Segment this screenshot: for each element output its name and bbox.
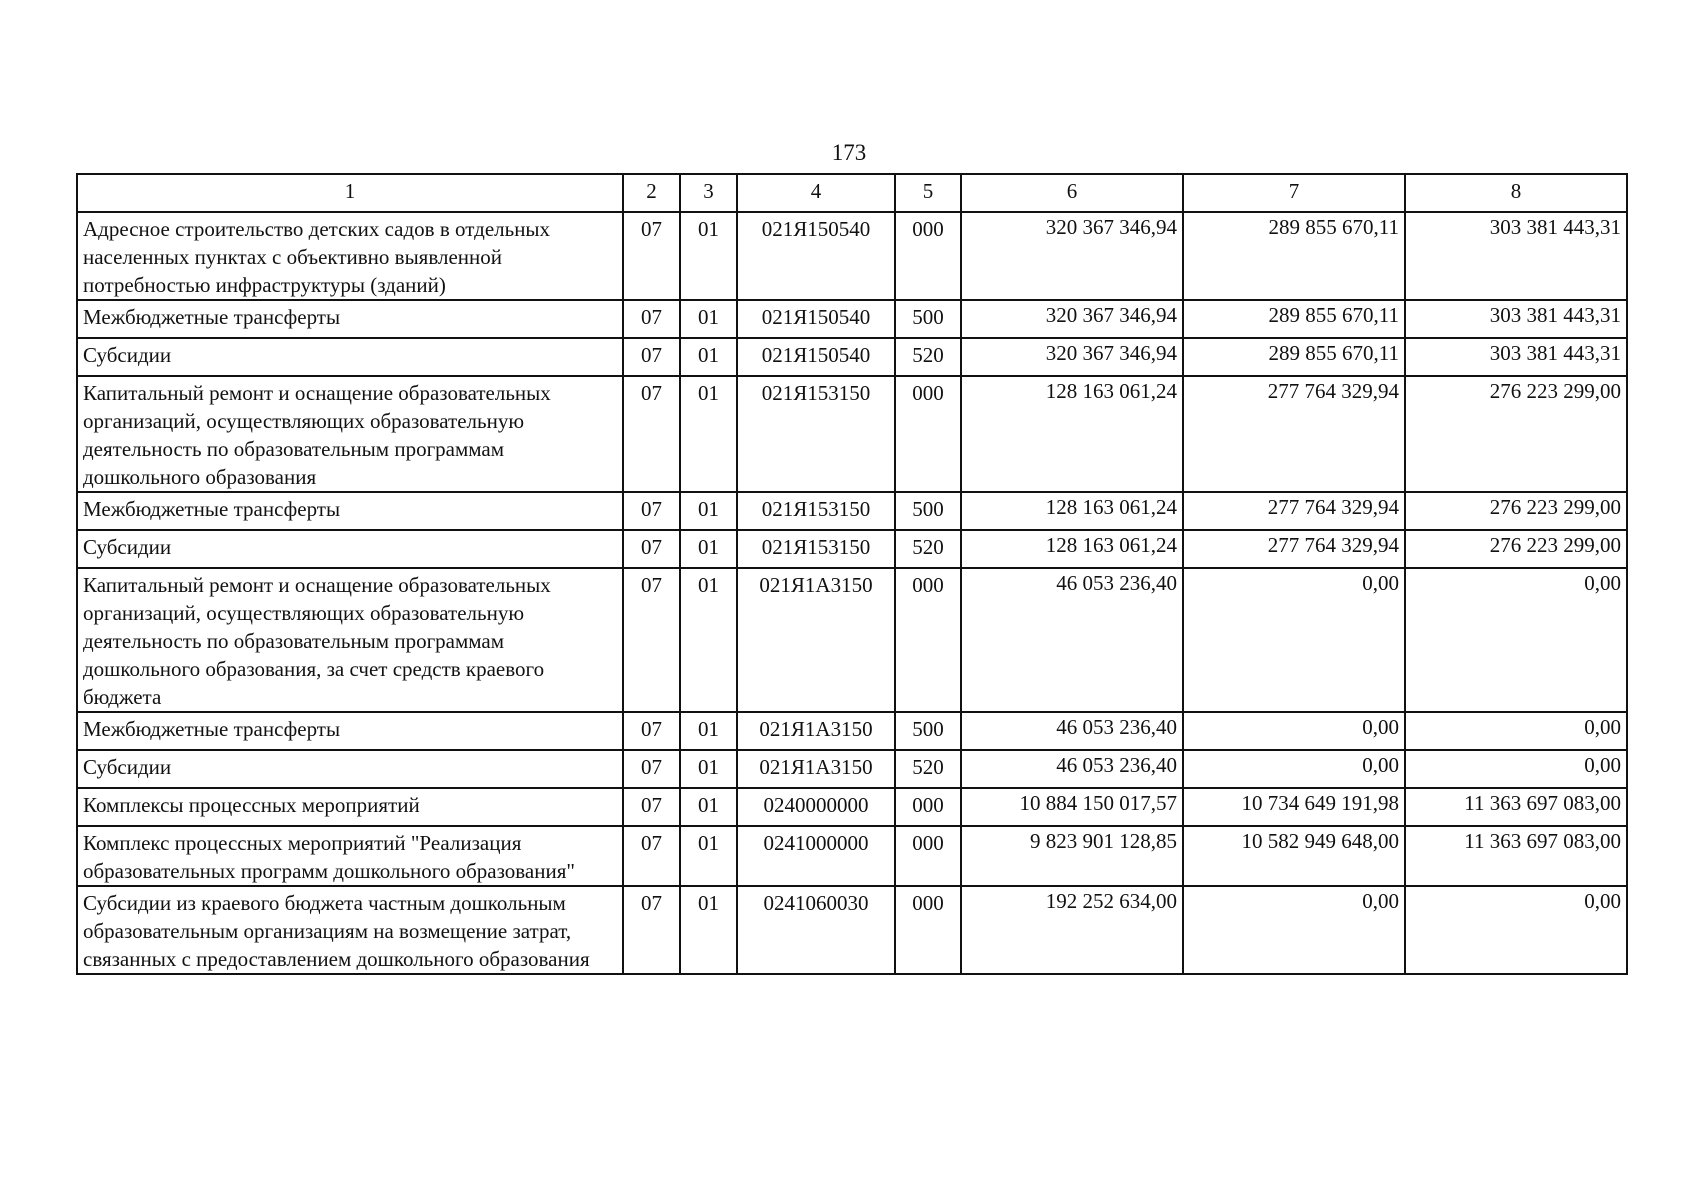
row-name: Адресное строительство детских садов в отдельных населенных пунктах с объективно выявленной потребностью инфраструктуры (зданий) xyxy=(77,212,623,300)
row-amount-6: 46 053 236,40 xyxy=(961,750,1183,788)
row-section: 07 xyxy=(623,376,680,492)
row-amount-7: 0,00 xyxy=(1183,750,1405,788)
row-expense-type: 500 xyxy=(895,492,961,530)
row-amount-6: 320 367 346,94 xyxy=(961,212,1183,300)
row-amount-7: 289 855 670,11 xyxy=(1183,300,1405,338)
row-amount-6: 192 252 634,00 xyxy=(961,886,1183,974)
row-amount-7: 289 855 670,11 xyxy=(1183,212,1405,300)
row-amount-7: 0,00 xyxy=(1183,568,1405,712)
row-amount-8: 0,00 xyxy=(1405,750,1627,788)
row-amount-7: 277 764 329,94 xyxy=(1183,530,1405,568)
row-target-article: 0240000000 xyxy=(737,788,895,826)
row-section: 07 xyxy=(623,568,680,712)
row-target-article: 0241000000 xyxy=(737,826,895,886)
row-subsection: 01 xyxy=(680,826,737,886)
row-subsection: 01 xyxy=(680,788,737,826)
row-section: 07 xyxy=(623,826,680,886)
row-section: 07 xyxy=(623,712,680,750)
row-expense-type: 000 xyxy=(895,788,961,826)
row-subsection: 01 xyxy=(680,750,737,788)
row-amount-6: 320 367 346,94 xyxy=(961,338,1183,376)
row-name: Комплекс процессных мероприятий "Реализация образовательных программ дошкольного образования" xyxy=(77,826,623,886)
table-row xyxy=(77,376,1627,492)
row-name: Субсидии xyxy=(77,338,623,376)
row-section: 07 xyxy=(623,788,680,826)
row-section: 07 xyxy=(623,300,680,338)
row-amount-8: 303 381 443,31 xyxy=(1405,300,1627,338)
row-name: Межбюджетные трансферты xyxy=(77,712,623,750)
row-expense-type: 000 xyxy=(895,212,961,300)
row-amount-8: 276 223 299,00 xyxy=(1405,530,1627,568)
row-expense-type: 520 xyxy=(895,750,961,788)
row-expense-type: 000 xyxy=(895,568,961,712)
row-amount-7: 10 582 949 648,00 xyxy=(1183,826,1405,886)
table-row xyxy=(77,788,1627,826)
table-row xyxy=(77,492,1627,530)
row-section: 07 xyxy=(623,212,680,300)
column-header-7: 7 xyxy=(1183,174,1405,212)
row-expense-type: 500 xyxy=(895,300,961,338)
table-row xyxy=(77,530,1627,568)
row-expense-type: 500 xyxy=(895,712,961,750)
row-amount-7: 0,00 xyxy=(1183,712,1405,750)
row-subsection: 01 xyxy=(680,530,737,568)
row-subsection: 01 xyxy=(680,300,737,338)
table-row xyxy=(77,712,1627,750)
column-header-8: 8 xyxy=(1405,174,1627,212)
table-row xyxy=(77,568,1627,712)
row-name: Субсидии xyxy=(77,530,623,568)
row-section: 07 xyxy=(623,886,680,974)
row-name: Комплексы процессных мероприятий xyxy=(77,788,623,826)
row-section: 07 xyxy=(623,750,680,788)
row-amount-8: 303 381 443,31 xyxy=(1405,338,1627,376)
column-header-2: 2 xyxy=(623,174,680,212)
row-subsection: 01 xyxy=(680,212,737,300)
row-expense-type: 520 xyxy=(895,530,961,568)
row-target-article: 021Я150540 xyxy=(737,338,895,376)
header-row xyxy=(77,174,1627,212)
column-header-6: 6 xyxy=(961,174,1183,212)
row-amount-7: 277 764 329,94 xyxy=(1183,376,1405,492)
row-amount-8: 276 223 299,00 xyxy=(1405,492,1627,530)
row-amount-8: 11 363 697 083,00 xyxy=(1405,826,1627,886)
row-amount-6: 128 163 061,24 xyxy=(961,530,1183,568)
row-target-article: 021Я150540 xyxy=(737,300,895,338)
row-target-article: 0241060030 xyxy=(737,886,895,974)
column-header-4: 4 xyxy=(737,174,895,212)
row-amount-8: 276 223 299,00 xyxy=(1405,376,1627,492)
table-row xyxy=(77,212,1627,300)
row-target-article: 021Я153150 xyxy=(737,530,895,568)
column-header-1: 1 xyxy=(77,174,623,212)
row-subsection: 01 xyxy=(680,886,737,974)
row-amount-8: 0,00 xyxy=(1405,568,1627,712)
column-header-3: 3 xyxy=(680,174,737,212)
row-target-article: 021Я153150 xyxy=(737,492,895,530)
row-name: Межбюджетные трансферты xyxy=(77,492,623,530)
table-row xyxy=(77,750,1627,788)
row-amount-6: 10 884 150 017,57 xyxy=(961,788,1183,826)
row-target-article: 021Я150540 xyxy=(737,212,895,300)
row-subsection: 01 xyxy=(680,376,737,492)
row-amount-6: 128 163 061,24 xyxy=(961,376,1183,492)
row-amount-7: 277 764 329,94 xyxy=(1183,492,1405,530)
row-amount-6: 9 823 901 128,85 xyxy=(961,826,1183,886)
row-subsection: 01 xyxy=(680,568,737,712)
page-number: 173 xyxy=(831,140,867,165)
row-name: Капитальный ремонт и оснащение образовательных организаций, осуществляющих образовательную деятельность по образовательным программам дошкольного образования xyxy=(77,376,623,492)
row-name: Капитальный ремонт и оснащение образовательных организаций, осуществляющих образовательную деятельность по образовательным программам дошкольного образования, за счет средств краевого бюджета xyxy=(77,568,623,712)
row-target-article: 021Я1А3150 xyxy=(737,750,895,788)
row-amount-7: 289 855 670,11 xyxy=(1183,338,1405,376)
row-expense-type: 000 xyxy=(895,376,961,492)
row-amount-6: 320 367 346,94 xyxy=(961,300,1183,338)
row-name: Субсидии из краевого бюджета частным дошкольным образовательным организациям на возмещение затрат, связанных с предоставлением дошкольного образования xyxy=(77,886,623,974)
row-section: 07 xyxy=(623,530,680,568)
row-amount-8: 0,00 xyxy=(1405,886,1627,974)
table-row xyxy=(77,886,1627,974)
row-target-article: 021Я1А3150 xyxy=(737,568,895,712)
table-row xyxy=(77,300,1627,338)
row-subsection: 01 xyxy=(680,338,737,376)
row-target-article: 021Я1А3150 xyxy=(737,712,895,750)
row-amount-7: 0,00 xyxy=(1183,886,1405,974)
row-target-article: 021Я153150 xyxy=(737,376,895,492)
row-name: Субсидии xyxy=(77,750,623,788)
table-row xyxy=(77,826,1627,886)
row-subsection: 01 xyxy=(680,712,737,750)
row-name: Межбюджетные трансферты xyxy=(77,300,623,338)
budget-table xyxy=(76,173,1628,975)
row-amount-8: 0,00 xyxy=(1405,712,1627,750)
row-subsection: 01 xyxy=(680,492,737,530)
row-section: 07 xyxy=(623,338,680,376)
row-amount-8: 303 381 443,31 xyxy=(1405,212,1627,300)
row-amount-7: 10 734 649 191,98 xyxy=(1183,788,1405,826)
row-amount-6: 128 163 061,24 xyxy=(961,492,1183,530)
row-amount-6: 46 053 236,40 xyxy=(961,712,1183,750)
row-amount-6: 46 053 236,40 xyxy=(961,568,1183,712)
row-amount-8: 11 363 697 083,00 xyxy=(1405,788,1627,826)
row-expense-type: 520 xyxy=(895,338,961,376)
row-expense-type: 000 xyxy=(895,826,961,886)
row-expense-type: 000 xyxy=(895,886,961,974)
row-section: 07 xyxy=(623,492,680,530)
table-row xyxy=(77,338,1627,376)
column-header-5: 5 xyxy=(895,174,961,212)
